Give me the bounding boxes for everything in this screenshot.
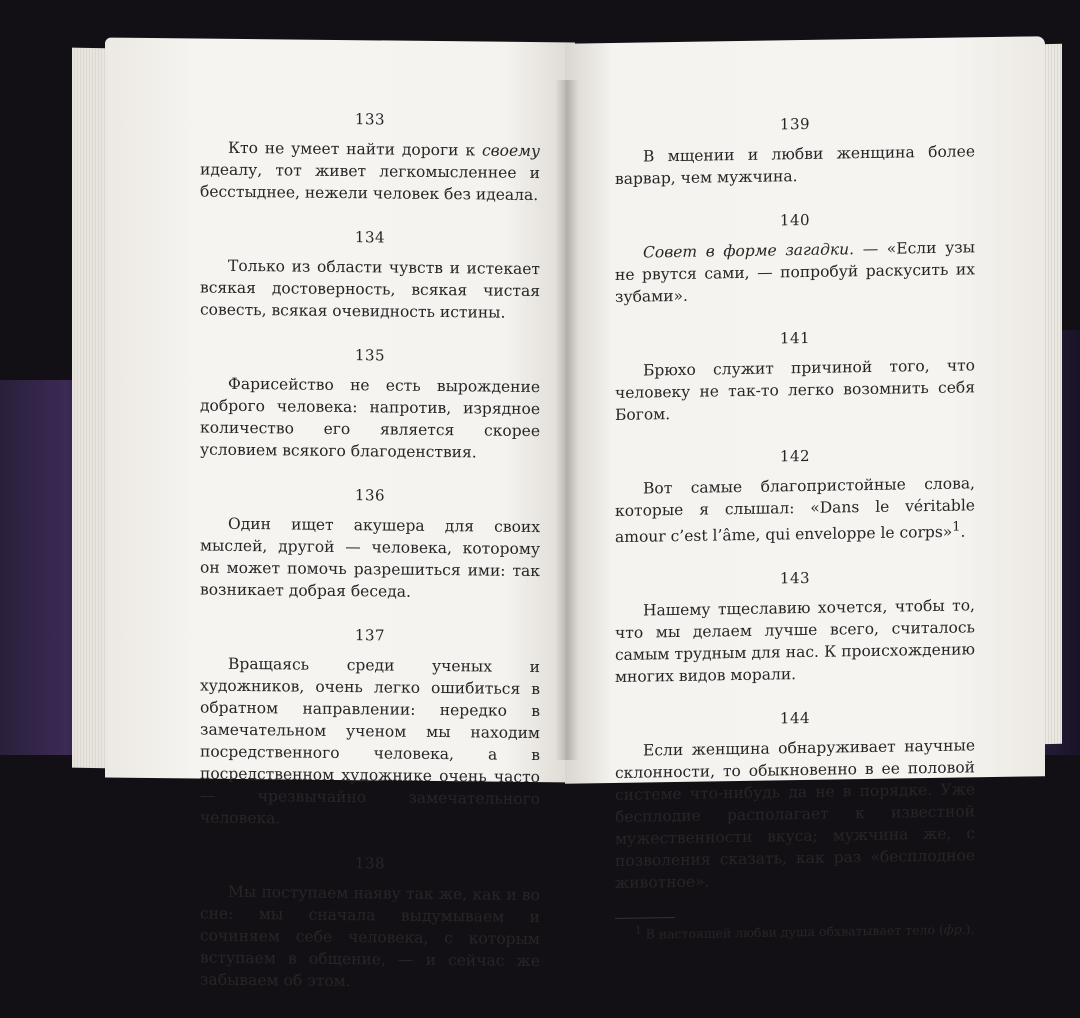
section-number: 134: [354, 228, 386, 247]
section-number: 138: [354, 854, 386, 873]
aphorism-text: Нашему тщеславию хочется, чтобы то, что мы делаем лучше всего, считалось самым трудным для нас. К происхождению многих видов морали.: [615, 596, 975, 687]
footnote-reference: 1: [952, 519, 961, 535]
footnote: $^1$ В настоящей любви душа обхватывает тело (фр.).: [635, 921, 975, 942]
aphorism-text: Фарисейство не есть вырождение доброго человека: напротив, изрядное количество его является скорее условием всякого благоденствия.: [200, 374, 540, 462]
section-number: 141: [779, 328, 811, 348]
book-spine-gutter: [555, 80, 579, 760]
aphorism-text: Совет в форме загадки. — «Если узы не рвутся сами, — попробуй раскусить их зубами».: [615, 238, 975, 306]
aphorism-text: Вот самые благопристойные слова, которые я слышал: «Dans le véritable amour c’est l’âme, qui enveloppe le corps»$^1$.: [615, 474, 975, 547]
section-number: 140: [779, 210, 811, 230]
section-number: 144: [779, 709, 811, 728]
aphorism-text: Кто не умеет найти дороги к своему идеалу, тот живет легкомысленнее и бесстыднее, нежели человек без идеала.: [200, 138, 540, 205]
aphorism-text: Брюхо служит причиной того, что человеку не так-то легко возомнить себя Богом.: [615, 356, 975, 424]
aphorism-text: Вращаясь среди ученых и художников, очень легко ошибиться в обратном направлении: нередко в замечательном ученом мы находим посредственного человека, а в посредственном художнике очень часто — чрезвычайно замечательного человека.: [200, 654, 540, 828]
italic-emphasis: своему: [481, 141, 540, 161]
section-number: 139: [779, 114, 811, 134]
section-number: 143: [779, 569, 811, 588]
section-number: 136: [354, 486, 386, 505]
aphorism-text: В мщении и любви женщина более варвар, чем мужчина.: [615, 142, 975, 188]
section-number: 135: [354, 346, 386, 365]
right-page-text: [615, 112, 975, 943]
section-number: 137: [354, 626, 386, 645]
right-page: [565, 36, 1045, 942]
footnote-mark: 1: [635, 924, 642, 937]
italic-emphasis: Совет в форме загадки.: [643, 240, 855, 262]
aphorism-text: Только из области чувств и истекает всякая достоверность, всякая чистая совесть, всякая очевидность истины.: [200, 256, 540, 322]
aphorism-text: Один ищет акушера для своих мыслей, другой — человека, которому он может помочь разрешиться ими: так возникает добрая беседа.: [200, 514, 540, 601]
aphorism-text: Если женщина обнаруживает научные склонности, то обыкновенно в ее половой системе что-нибудь да не в порядке. Уже бесплодие располагает к известной мужественности вкуса; мужчина же, с позволения сказать, как раз «бесплодное животное».: [615, 736, 975, 893]
left-page-text: [200, 109, 540, 1018]
left-page: [105, 38, 575, 991]
aphorism-text: Мы поступаем наяву так же, как и во сне: мы сначала выдумываем и сочиняем себе человека, с которым вступаем в общение, — и сейчас же забываем об этом.: [200, 882, 540, 991]
section-number: 133: [354, 110, 386, 129]
footnote-divider: [615, 917, 675, 919]
section-number: 142: [779, 446, 811, 466]
